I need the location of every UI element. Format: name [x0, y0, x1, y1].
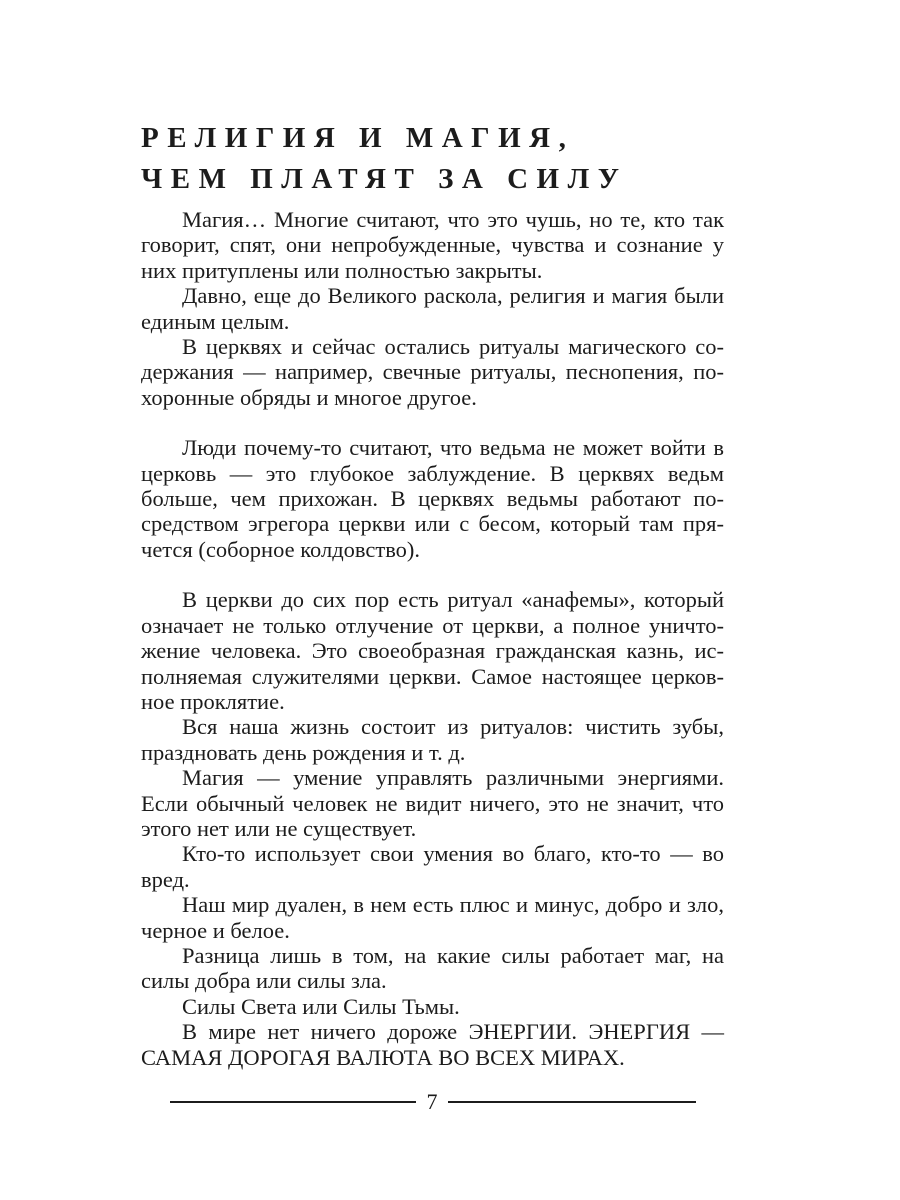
chapter-body	[141, 207, 724, 1070]
paragraph: Магия — умение управлять различными энергиями. Если обычный человек не видит ничего, это не значит, что этого нет или не существует.	[141, 765, 724, 841]
paragraph: Магия… Многие считают, что это чушь, но те, кто так говорит, спят, они непробужденные, чувства и сознание у них притуплены или полностью закрыты.	[141, 207, 724, 283]
paragraph: В церквях и сейчас остались ритуалы магического содержания — например, свечные ритуалы, песнопения, похоронные обряды и многое другое.	[141, 334, 724, 410]
footer-rule-right	[448, 1101, 696, 1103]
paragraph: В мире нет ничего дороже ЭНЕРГИИ. ЭНЕРГИЯ — САМАЯ ДОРОГАЯ ВАЛЮТА ВО ВСЕХ МИРАХ.	[141, 1019, 724, 1070]
paragraph: Люди почему-то считают, что ведьма не может войти в церковь — это глубокое заблуждение. В церквях ведьм больше, чем прихожан. В церквях ведьмы работают посредством эгрегора церкви или с бесом, который там прячется (соборное колдовство).	[141, 435, 724, 562]
chapter-title	[141, 118, 781, 200]
paragraph: Вся наша жизнь состоит из ритуалов: чистить зубы, праздновать день рождения и т. д.	[141, 714, 724, 765]
paragraph: Наш мир дуален, в нем есть плюс и минус, добро и зло, черное и белое.	[141, 892, 724, 943]
chapter-title-line-1: РЕЛИГИЯ И МАГИЯ,	[141, 122, 575, 154]
chapter-title-line-2: ЧЕМ ПЛАТЯТ ЗА СИЛУ	[141, 163, 628, 195]
paragraph: Кто-то использует свои умения во благо, кто-то — во вред.	[141, 841, 724, 892]
paragraph: Силы Света или Силы Тьмы.	[182, 993, 460, 1019]
paragraph: Разница лишь в том, на какие силы работает маг, на силы добра или силы зла.	[141, 942, 724, 994]
page-number: 7	[426, 1089, 438, 1114]
paragraph: Давно, еще до Великого раскола, религия и магия были единым целым.	[141, 283, 724, 334]
paragraph: В церкви до сих пор есть ритуал «анафемы», который означает не только отлучение от церкви, а полное уничтожение человека. Это своеобразная гражданская казнь, исполняемая служителями церкви. Самое настоящее церковное проклятие.	[141, 587, 724, 714]
footer-rule-left	[170, 1101, 416, 1103]
page-footer	[170, 1088, 696, 1118]
